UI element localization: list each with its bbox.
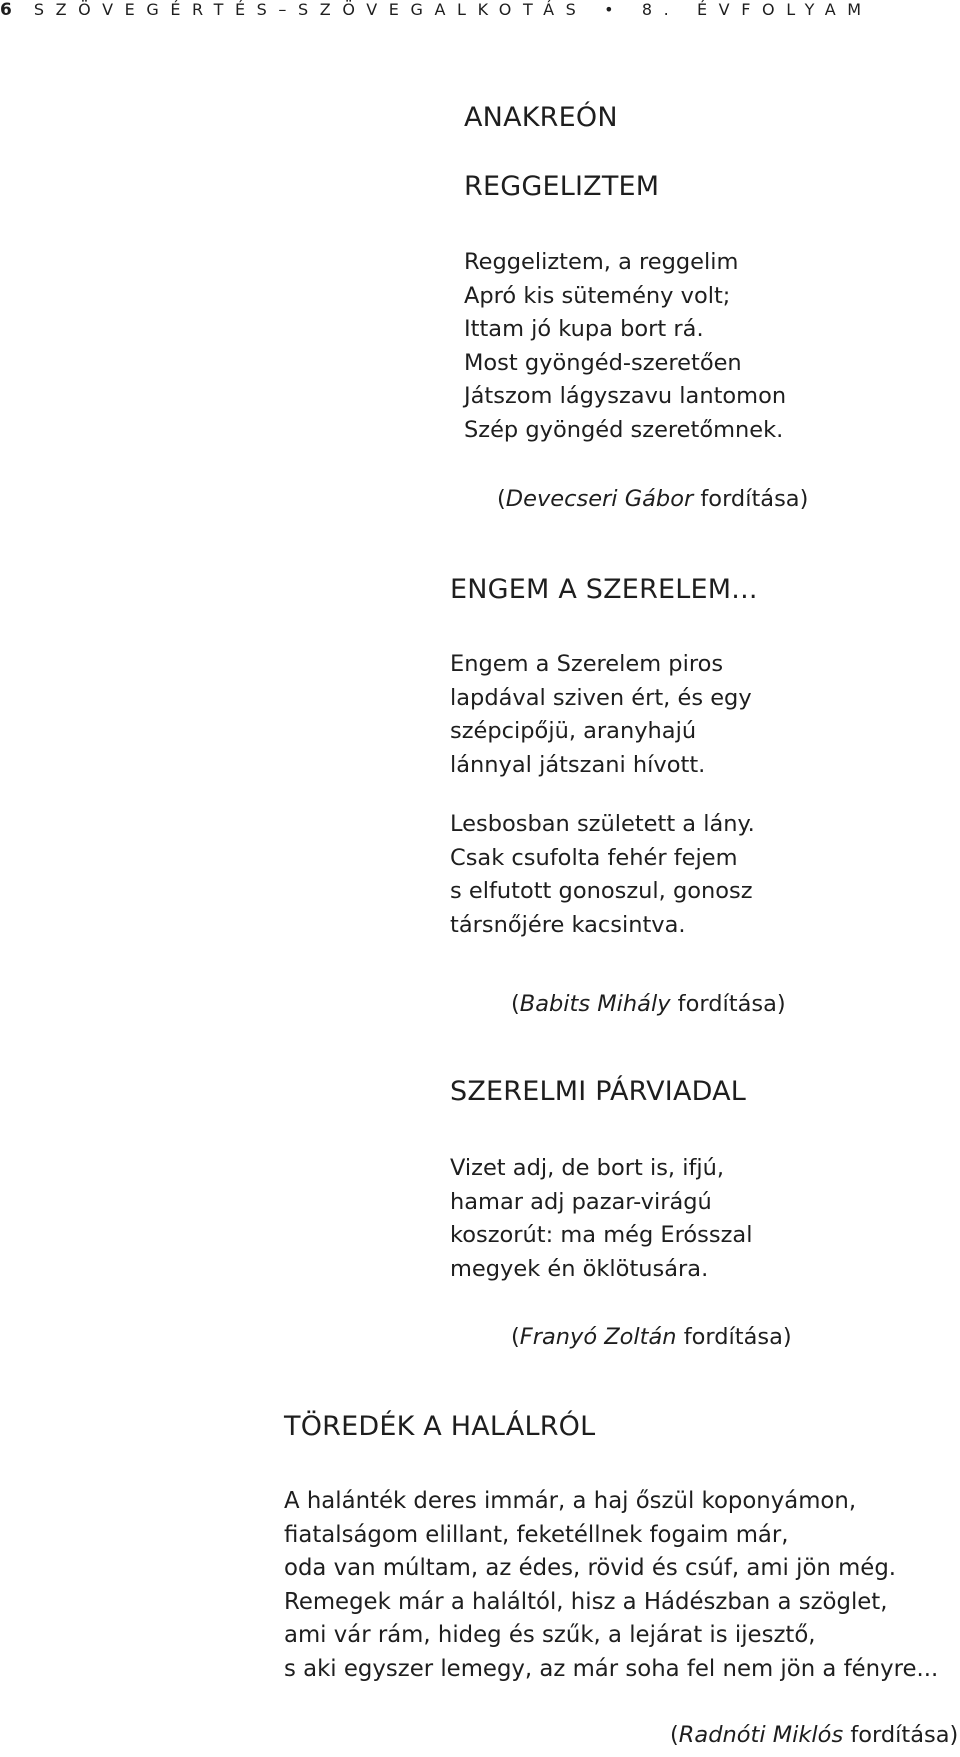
poem-line: koszorút: ma még Erósszal xyxy=(450,1222,753,1248)
poem-title: TÖREDÉK A HALÁLRÓL xyxy=(284,1411,596,1442)
poem-title: SZERELMI PÁRVIADAL xyxy=(450,1076,747,1107)
poem-line: hamar adj pazar-virágú xyxy=(450,1188,712,1215)
credit-suffix: fordítása) xyxy=(843,1722,959,1748)
translation-credit xyxy=(511,991,786,1017)
author-name: ANAKREÓN xyxy=(464,102,618,133)
credit-suffix: fordítása) xyxy=(670,991,786,1017)
translation-credit xyxy=(497,486,808,512)
poem-line: Remegek már a haláltól, hisz a Hádészban a szöglet, xyxy=(284,1588,888,1615)
stanza-break xyxy=(450,782,755,808)
poem-line: s elfutott gonoszul, gonosz xyxy=(450,878,753,904)
poem-body xyxy=(450,648,755,942)
poem-line: Lesbosban született a lány. xyxy=(450,811,755,837)
poem-line: A halánték deres immár, a haj őszül koponyámon, xyxy=(284,1488,857,1514)
poem-line: Most gyöngéd-szeretően xyxy=(464,349,742,376)
poem-line: Csak csufolta fehér fejem xyxy=(450,844,738,871)
poem-line: Apró kis sütemény volt; xyxy=(464,282,731,309)
credit-open-paren: ( xyxy=(670,1722,679,1748)
page-number: 6 xyxy=(0,0,12,20)
poem-body xyxy=(464,246,786,447)
credit-open-paren: ( xyxy=(497,486,506,512)
poem-line: ami vár rám, hideg és szűk, a lejárat is ijesztő, xyxy=(284,1622,816,1648)
translation-credit xyxy=(670,1722,958,1748)
credit-open-paren: ( xyxy=(511,1324,520,1350)
poem-line: Vizet adj, de bort is, ifjú, xyxy=(450,1155,725,1181)
translator-name: Radnóti Miklós xyxy=(678,1722,844,1748)
poem-line: megyek én öklötusára. xyxy=(450,1255,709,1282)
poem-line: s aki egyszer lemegy, az már soha fel nem jön a fényre... xyxy=(284,1655,939,1682)
poem-line: lánnyal játszani hívott. xyxy=(450,751,706,778)
poem-line: Játszom lágyszavu lantomon xyxy=(464,383,787,409)
poem-line: Ittam jó kupa bort rá. xyxy=(464,316,704,342)
credit-suffix: fordítása) xyxy=(693,486,809,512)
credit-suffix: fordítása) xyxy=(676,1324,792,1350)
poem-title: ENGEM A SZERELEM... xyxy=(450,574,758,605)
poem-line: szépcipőjü, aranyhajú xyxy=(450,718,697,744)
poem-title: REGGELIZTEM xyxy=(464,171,660,202)
poem-body xyxy=(284,1485,938,1686)
translator-name: Babits Mihály xyxy=(519,991,671,1017)
page-header xyxy=(0,0,873,20)
poem-line: Reggeliztem, a reggelim xyxy=(464,249,739,275)
poem-line: fiatalságom elillant, feketéllnek fogaim már, xyxy=(284,1521,789,1548)
poem-line: lapdával sziven ért, és egy xyxy=(450,684,752,711)
translator-name: Franyó Zoltán xyxy=(519,1324,677,1350)
poem-line: Engem a Szerelem piros xyxy=(450,651,724,677)
running-head: SZÖVEGÉRTÉS–SZÖVEGALKOTÁS • 8. ÉVFOLYAM xyxy=(33,0,873,19)
poem-line: társnőjére kacsintva. xyxy=(450,911,686,938)
credit-open-paren: ( xyxy=(511,991,520,1017)
poem-line: Szép gyöngéd szeretőmnek. xyxy=(464,416,784,443)
poem-line: oda van múltam, az édes, rövid és csúf, ami jön még. xyxy=(284,1555,897,1581)
translation-credit xyxy=(511,1324,792,1350)
translator-name: Devecseri Gábor xyxy=(505,486,694,512)
poem-body xyxy=(450,1152,752,1286)
